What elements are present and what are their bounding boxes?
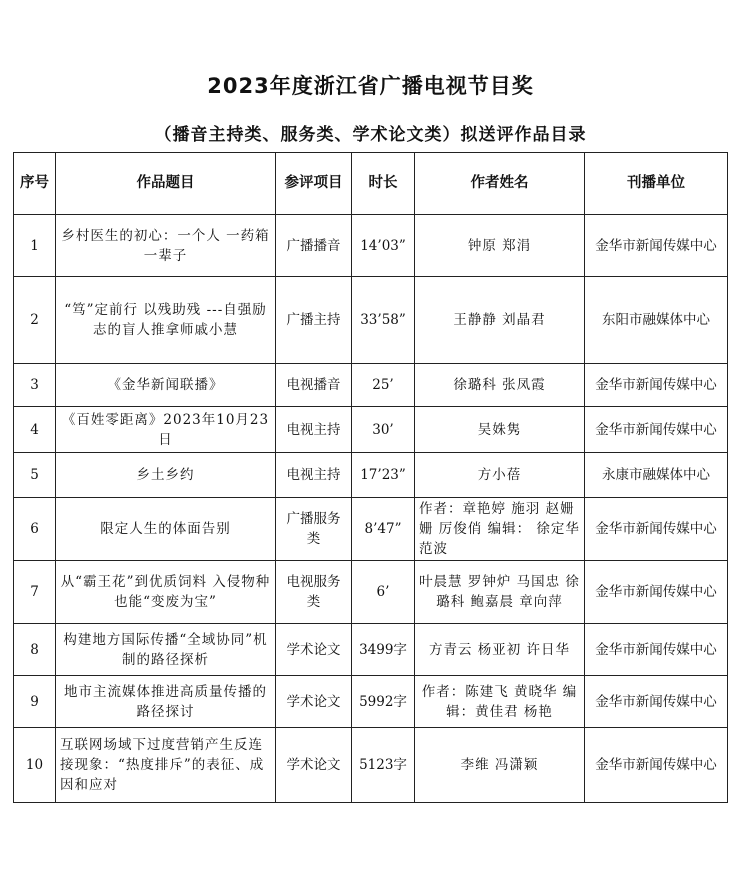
cell-duration: 17’23” [352,453,415,498]
cell-category: 电视服务类 [276,561,352,624]
document-subtitle: （播音主持类、服务类、学术论文类）拟送评作品目录 [154,125,587,145]
cell-author: 徐璐科 张凤霞 [415,364,585,407]
cell-title: 构建地方国际传播“全域协同”机制的路径探析 [56,624,276,676]
cell-author: 方小蓓 [415,453,585,498]
cell-author: 作者：章艳婷 施羽 赵姗姗 厉俊俏 编辑： 徐定华 范波 [415,498,585,561]
table-row [14,407,728,453]
cell-title: 乡村医生的初心：一个人 一药箱 一辈子 [56,215,276,277]
cell-category: 学术论文 [276,728,352,803]
table-row [14,277,728,364]
cell-category: 学术论文 [276,624,352,676]
header-author: 作者姓名 [415,153,585,215]
cell-duration: 5992字 [352,676,415,728]
cell-no: 8 [14,624,56,676]
header-duration: 时长 [352,153,415,215]
table-row [14,364,728,407]
cell-title: 《金华新闻联播》 [56,364,276,407]
cell-title: 限定人生的体面告别 [56,498,276,561]
table-body [14,215,728,803]
cell-unit: 金华市新闻传媒中心 [585,407,728,453]
table-row [14,676,728,728]
header-category: 参评项目 [276,153,352,215]
cell-no: 5 [14,453,56,498]
table-row [14,498,728,561]
cell-no: 6 [14,498,56,561]
cell-no: 1 [14,215,56,277]
cell-author: 吴姝隽 [415,407,585,453]
cell-duration: 5123字 [352,728,415,803]
cell-no: 9 [14,676,56,728]
cell-title: 从“霸王花”到优质饲料 入侵物种也能“变废为宝” [56,561,276,624]
cell-duration: 8’47” [352,498,415,561]
header-unit: 刊播单位 [585,153,728,215]
cell-title: 互联网场域下过度营销产生反连接现象：“热度排斥”的表征、成因和应对 [56,728,276,803]
table-row [14,453,728,498]
cell-category: 电视播音 [276,364,352,407]
cell-unit: 东阳市融媒体中心 [585,277,728,364]
cell-unit: 金华市新闻传媒中心 [585,728,728,803]
cell-category: 广播主持 [276,277,352,364]
cell-author: 方青云 杨亚初 许日华 [415,624,585,676]
cell-unit: 金华市新闻传媒中心 [585,561,728,624]
cell-duration: 33’58” [352,277,415,364]
cell-no: 10 [14,728,56,803]
cell-unit: 金华市新闻传媒中心 [585,364,728,407]
cell-unit: 永康市融媒体中心 [585,453,728,498]
cell-category: 电视主持 [276,453,352,498]
header-title: 作品题目 [56,153,276,215]
cell-no: 7 [14,561,56,624]
table-row [14,215,728,277]
cell-author: 作者：陈建飞 黄晓华 编辑：黄佳君 杨艳 [415,676,585,728]
cell-title: 《百姓零距离》2023年10月23日 [56,407,276,453]
works-table [13,152,728,803]
cell-category: 学术论文 [276,676,352,728]
cell-author: 王静静 刘晶君 [415,277,585,364]
cell-duration: 6’ [352,561,415,624]
cell-title: “笃”定前行 以残助残 ---自强励志的盲人推拿师戚小慧 [56,277,276,364]
cell-no: 2 [14,277,56,364]
cell-unit: 金华市新闻传媒中心 [585,498,728,561]
cell-author: 叶晨慧 罗钟炉 马国忠 徐璐科 鲍嘉晨 章向萍 [415,561,585,624]
cell-duration: 14’03” [352,215,415,277]
cell-unit: 金华市新闻传媒中心 [585,215,728,277]
table-row [14,728,728,803]
cell-duration: 25’ [352,364,415,407]
cell-title: 乡土乡约 [56,453,276,498]
cell-no: 3 [14,364,56,407]
cell-category: 电视主持 [276,407,352,453]
document-title: 2023年度浙江省广播电视节目奖 [207,74,534,98]
table-row [14,624,728,676]
table-header-row [14,153,728,215]
header-no: 序号 [14,153,56,215]
cell-title: 地市主流媒体推进高质量传播的路径探讨 [56,676,276,728]
cell-category: 广播播音 [276,215,352,277]
cell-unit: 金华市新闻传媒中心 [585,676,728,728]
table-row [14,561,728,624]
cell-duration: 30’ [352,407,415,453]
cell-category: 广播服务类 [276,498,352,561]
cell-unit: 金华市新闻传媒中心 [585,624,728,676]
cell-duration: 3499字 [352,624,415,676]
cell-no: 4 [14,407,56,453]
cell-author: 钟原 郑涓 [415,215,585,277]
cell-author: 李维 冯潇颖 [415,728,585,803]
